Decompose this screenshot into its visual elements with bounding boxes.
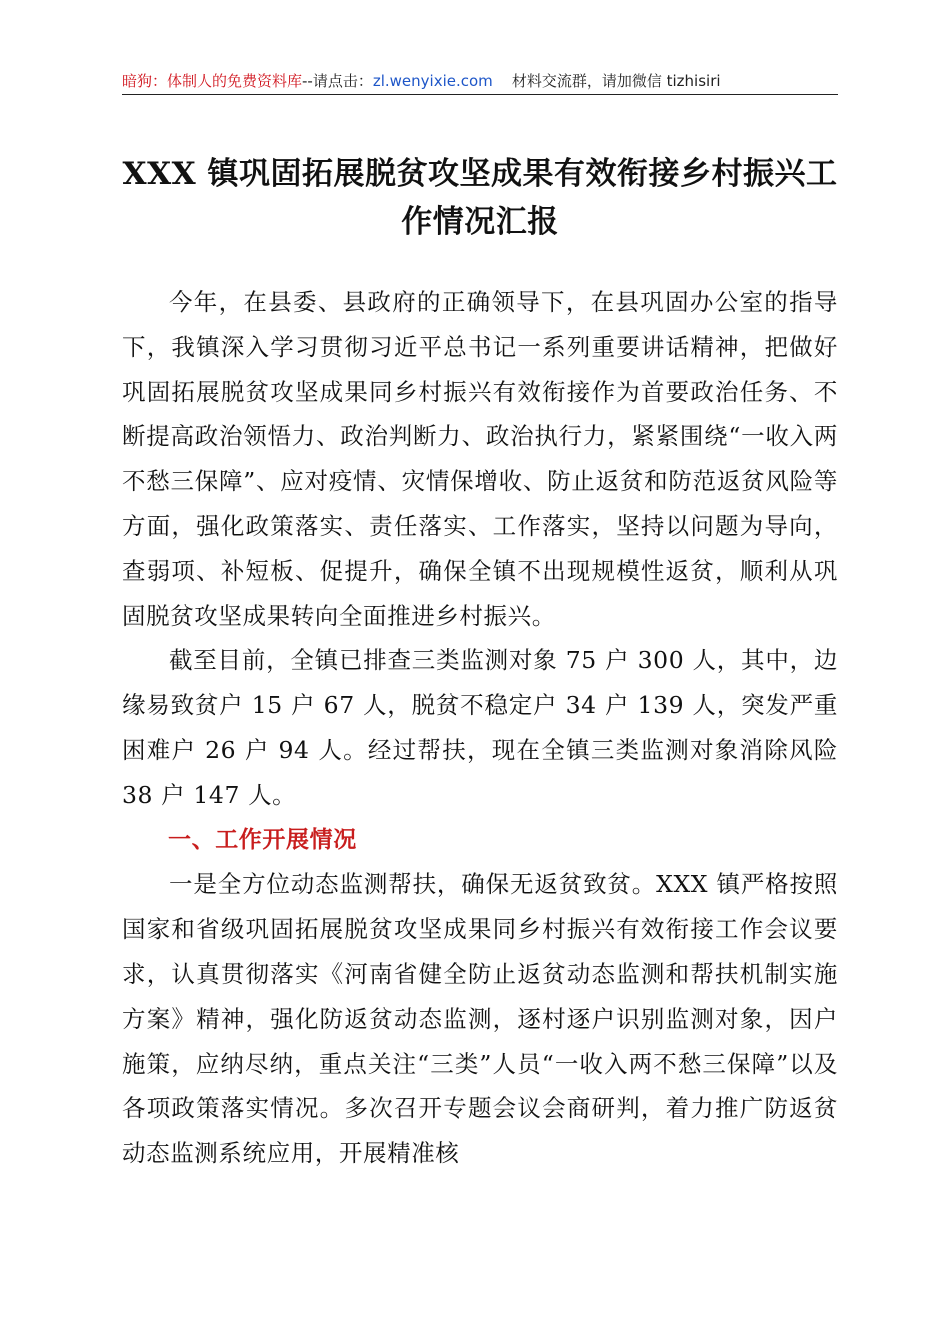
document-title: XXX 镇巩固拓展脱贫攻坚成果有效衔接乡村振兴工作情况汇报 [122,156,838,240]
section-heading: 一、工作开展情况 [168,826,357,853]
header-divider [122,94,838,95]
document-body [122,280,838,1176]
statistics-paragraph: 截至目前，全镇已排查三类监测对象 75 户 300 人，其中，边缘易致贫户 15 户 67 人，脱贫不稳定户 34 户 139 人，突发严重困难户 26 户 94 人。经过帮扶，现在全镇三类监测对象消除风险 38 户 147 人。 [122,646,838,809]
header-brand: 暗狗：体制人的免费资料库 [122,72,303,90]
section-paragraph: 一是全方位动态监测帮扶，确保无返贫致贫。XXX 镇严格按照国家和省级巩固拓展脱贫攻坚成果同乡村振兴有效衔接工作会议要求，认真贯彻落实《河南省健全防止返贫动态监测和帮扶机制实施方案》精神，强化防返贫动态监测，逐村逐户识别监测对象，因户施策，应纳尽纳，重点关注“三类”人员“一收入两不愁三保障”以及各项政策落实情况。多次召开专题会议会商研判，着力推广防返贫动态监测系统应用，开展精准核 [122,870,838,1168]
page-header [122,70,838,92]
intro-paragraph: 今年，在县委、县政府的正确领导下，在县巩固办公室的指导下，我镇深入学习贯彻习近平总书记一系列重要讲话精神，把做好巩固拓展脱贫攻坚成果同乡村振兴有效衔接作为首要政治任务、不断提高政治领悟力、政治判断力、政治执行力，紧紧围绕“一收入两不愁三保障”、应对疫情、灾情保增收、防止返贫和防范返贫风险等方面，强化政策落实、责任落实、工作落实，坚持以问题为导向，查弱项、补短板、促提升，确保全镇不出现规模性返贫，顺利从巩固脱贫攻坚成果转向全面推进乡村振兴。 [122,288,838,630]
header-contact: 材料交流群，请加微信 tizhisiri [511,72,721,90]
header-prompt: --请点击： [302,72,373,90]
header-link[interactable]: zl.wenyixie.com [372,72,493,90]
